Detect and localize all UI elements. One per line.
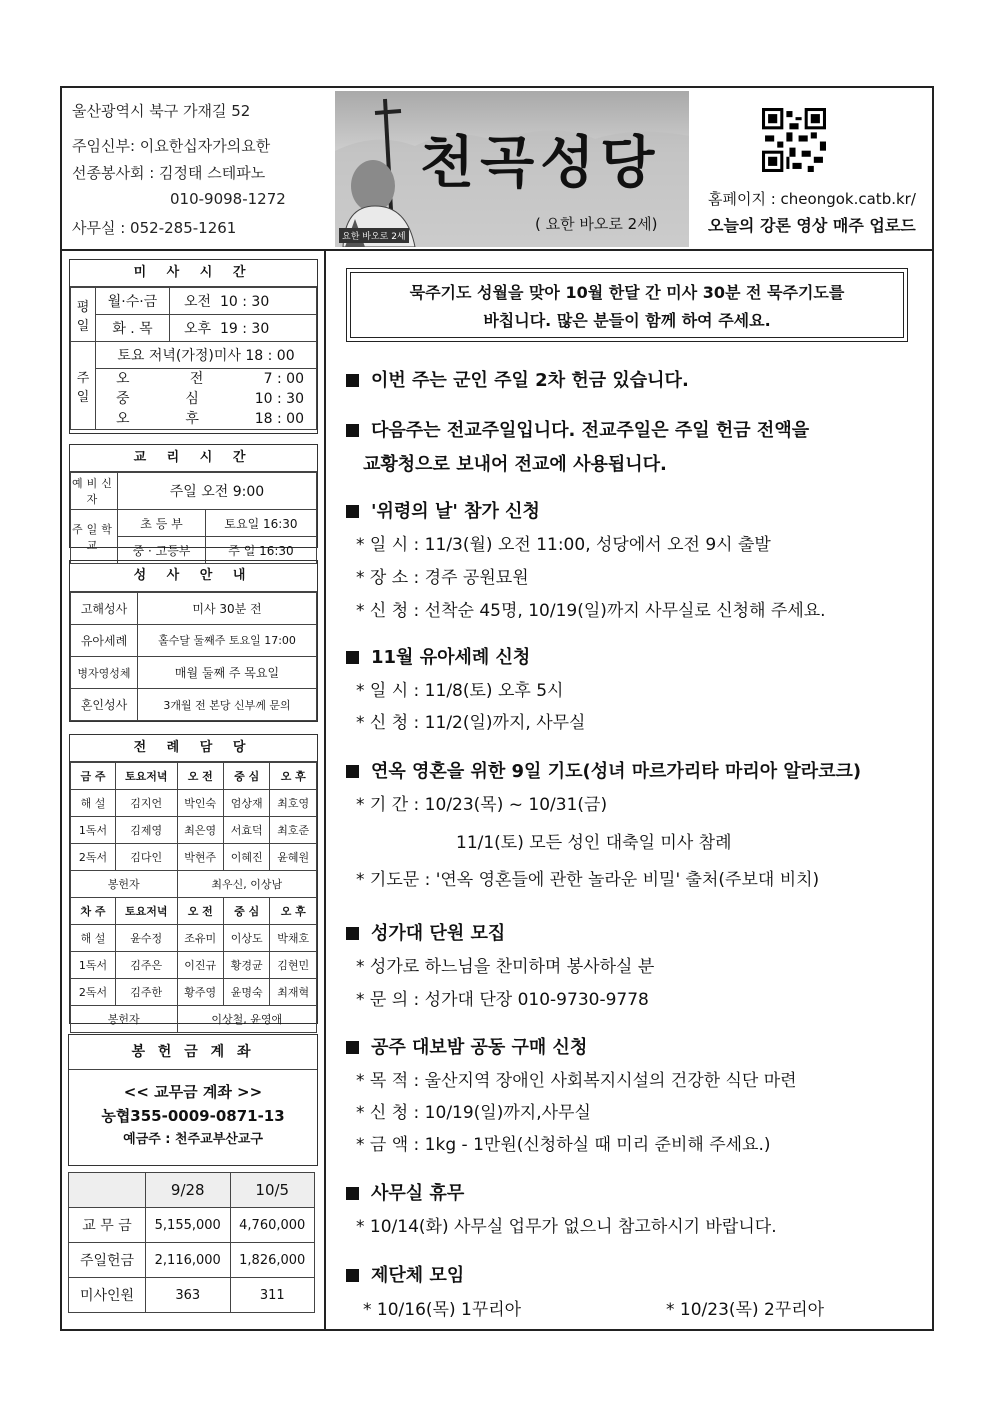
roster-name: 윤혜원: [270, 844, 317, 871]
finance-value: 4,760,000: [230, 1208, 315, 1243]
sacrament-name: 병자영성체: [71, 657, 138, 689]
notice-heading: 제단체 모임: [346, 1261, 464, 1287]
roster-name: 윤명숙: [223, 979, 269, 1006]
rosary-notice-line: 묵주기도 성월을 맞아 10월 한달 간 미사 30분 전 묵주기도를: [409, 283, 845, 302]
roster-name: 이진규: [177, 952, 223, 979]
catechism-title: 교 리 시 간: [70, 445, 317, 472]
notice-detail: * 신 청 : 10/19(일)까지,사무실: [356, 1103, 591, 1123]
sacrament-name: 혼인성사: [71, 689, 138, 721]
sacrament-schedule: 매월 둘째 주 목요일: [138, 657, 317, 689]
roster-name: 김지언: [116, 790, 178, 817]
catechism-box: [69, 444, 318, 558]
roster-offertory-names: 이상철, 윤영애: [177, 1006, 317, 1033]
roster-role: 봉헌자: [71, 871, 178, 898]
school-time: 토요일 16:30: [205, 510, 316, 537]
weekday-days: 월·수·금: [96, 288, 170, 315]
roster-name: 이혜진: [223, 844, 269, 871]
roster-name: 박채호: [270, 925, 317, 952]
roster-header: 오 후: [270, 763, 317, 790]
notice-heading: 공주 대보밤 공동 구매 신청: [346, 1033, 587, 1059]
church-address: 울산광역시 북구 가재길 52: [72, 102, 251, 120]
roster-name: 조유미: [177, 925, 223, 952]
roster-header: 중 심: [223, 898, 269, 925]
sunday-mass-slot: 전: [189, 371, 204, 387]
finance-row-label: 주일헌금: [69, 1243, 146, 1278]
homepage-link[interactable]: 홈페이지 : cheongok.catb.kr/: [708, 190, 916, 208]
rosary-notice-line: 바칩니다. 많은 분들이 함께 하여 주세요.: [483, 311, 771, 330]
roster-name: 최호영: [270, 790, 317, 817]
sacrament-name: 고해성사: [71, 593, 138, 625]
header-divider: [60, 249, 934, 251]
finance-value: 2,116,000: [146, 1243, 231, 1278]
notice-heading: 성가대 단원 모집: [346, 919, 505, 945]
notice-heading: 다음주는 전교주일입니다. 전교주일은 주일 헌금 전액을: [346, 416, 809, 442]
saturday-evening-mass: 토요 저녁(가정)미사 18 : 00: [96, 342, 317, 369]
notice-detail: * 일 시 : 11/3(월) 오전 11:00, 성당에서 오전 9시 출발: [356, 535, 771, 555]
church-name-title: 천곡성당: [420, 130, 661, 196]
notice-detail: * 목 적 : 울산지역 장애인 사회복지시설의 건강한 식단 마련: [356, 1071, 797, 1091]
roster-name: 김주은: [116, 952, 178, 979]
notice-heading: 11월 유아세례 신청: [346, 643, 530, 669]
office-phone: 사무실 : 052-285-1261: [72, 219, 237, 237]
sunday-mass-slot: 오: [116, 371, 130, 387]
roster-header: 금 주: [71, 763, 116, 790]
finance-row-label: 미사인원: [69, 1278, 146, 1313]
sacrament-schedule: 홀수달 둘째주 토요일 17:00: [138, 625, 317, 657]
liturgy-roster-box: [69, 734, 318, 1024]
sunday-school-label: 주일학교: [71, 510, 118, 564]
catechumen-time: 주일 오전 9:00: [118, 473, 317, 510]
roster-name: 서효덕: [223, 817, 269, 844]
account-number: 농협355-0009-0871-13: [101, 1107, 285, 1125]
finance-value: 5,155,000: [146, 1208, 231, 1243]
account-label: << 교무금 계좌 >>: [123, 1083, 263, 1101]
notice-detail: * 기도문 : '연옥 영혼들에 관한 놀라운 비밀' 출처(주보대 비치): [356, 870, 820, 890]
account-title: 봉 헌 금 계 좌: [69, 1035, 317, 1070]
bullet-square-icon: [346, 424, 359, 437]
notice-detail: * 문 의 : 성가대 단장 010-9730-9778: [356, 990, 649, 1010]
roster-header: 중 심: [223, 763, 269, 790]
pastor-name: 주임신부: 이요한십자가의요한: [72, 137, 271, 155]
roster-name: 김현민: [270, 952, 317, 979]
roster-role: 1독서: [71, 952, 116, 979]
roster-name: 최재혁: [270, 979, 317, 1006]
mass-times-box: [69, 259, 318, 434]
roster-header: 오 후: [270, 898, 317, 925]
sacrament-schedule: 3개월 전 본당 신부께 문의: [138, 689, 317, 721]
roster-name: 박현주: [177, 844, 223, 871]
notice-detail: * 신 청 : 11/2(일)까지, 사무실: [356, 713, 586, 733]
roster-header: 토요저녁: [116, 763, 178, 790]
notice-detail: * 금 액 : 1kg - 1만원(신청하실 때 미리 준비해 주세요.): [356, 1135, 771, 1155]
bullet-square-icon: [346, 765, 359, 778]
notice-detail: * 성가로 하느님을 찬미하며 봉사하실 분: [356, 957, 655, 977]
roster-name: 이상도: [223, 925, 269, 952]
notice-detail: * 장 소 : 경주 공원묘원: [356, 568, 529, 588]
notice-heading: 사무실 휴무: [346, 1179, 464, 1205]
sacrament-schedule: 미사 30분 전: [138, 593, 317, 625]
weekday-time: 오후 19 : 30: [170, 315, 317, 342]
finance-table: [68, 1172, 315, 1313]
weekday-label: 평일: [71, 288, 96, 342]
notice-detail: * 10/16(목) 1꾸리아: [363, 1300, 522, 1320]
notice-heading: 연옥 영혼을 위한 9일 기도(성녀 마르가리타 마리아 알라코크): [346, 757, 861, 783]
notice-detail: * 10/23(목) 2꾸리아: [666, 1300, 825, 1320]
finance-value: 363: [146, 1278, 231, 1313]
bullet-square-icon: [346, 1269, 359, 1282]
sacraments-box: [69, 560, 318, 722]
finance-value: 1,826,000: [230, 1243, 315, 1278]
finance-header: 9/28: [146, 1173, 231, 1208]
roster-name: 최호준: [270, 817, 317, 844]
sunday-mass-slot: 심: [185, 391, 199, 407]
notice-heading: '위령의 날' 참가 신청: [346, 497, 540, 523]
qr-code-icon[interactable]: [762, 108, 826, 172]
rosary-notice-box: [346, 268, 908, 342]
roster-name: 김제영: [116, 817, 178, 844]
roster-role: 1독서: [71, 817, 116, 844]
liturgy-title: 전 례 담 당: [70, 735, 317, 762]
sunday-mass-time: 18 : 00: [254, 411, 304, 427]
school-grade: 초 등 부: [118, 510, 206, 537]
bullet-square-icon: [346, 927, 359, 940]
roster-role: 2독서: [71, 844, 116, 871]
sunday-mass-time: 7 : 00: [263, 371, 304, 387]
roster-name: 윤수정: [116, 925, 178, 952]
roster-name: 박인숙: [177, 790, 223, 817]
bullet-square-icon: [346, 1187, 359, 1200]
roster-role: 봉헌자: [71, 1006, 178, 1033]
bullet-square-icon: [346, 651, 359, 664]
roster-name: 최은영: [177, 817, 223, 844]
roster-role: 2독서: [71, 979, 116, 1006]
sunday-label: 주일: [71, 342, 96, 430]
church-patron: ( 요한 바오로 2세): [535, 215, 658, 233]
sunday-mass-slot: 후: [185, 411, 199, 427]
roster-role: 해 설: [71, 790, 116, 817]
offering-account-box: [68, 1034, 318, 1166]
school-time: 주 일 16:30: [205, 537, 316, 564]
bullet-square-icon: [346, 1041, 359, 1054]
catechumen-label: 예비신자: [71, 473, 118, 510]
roster-header: 오 전: [177, 898, 223, 925]
sunday-mass-time: 10 : 30: [254, 391, 304, 407]
account-holder: 예금주 : 천주교부산교구: [123, 1132, 263, 1147]
roster-name: 김주한: [116, 979, 178, 1006]
weekday-time: 오전 10 : 30: [170, 288, 317, 315]
column-divider: [324, 250, 326, 1331]
sacrament-name: 유아세례: [71, 625, 138, 657]
roster-header: 오 전: [177, 763, 223, 790]
roster-name: 황경균: [223, 952, 269, 979]
bullet-square-icon: [346, 505, 359, 518]
notice-detail: 11/1(토) 모든 성인 대축일 미사 참례: [456, 833, 732, 853]
school-grade: 중 · 고등부: [118, 537, 206, 564]
notice-detail: * 기 간 : 10/23(목) ~ 10/31(금): [356, 795, 608, 815]
notice-heading-continued: 교황청으로 보내어 전교에 사용됩니다.: [363, 454, 667, 475]
roster-name: 엄상재: [223, 790, 269, 817]
finance-value: 311: [230, 1278, 315, 1313]
sunday-mass-slot: 오: [116, 411, 130, 427]
homily-video-note: 오늘의 강론 영상 매주 업로드: [708, 216, 916, 235]
roster-header: 차 주: [71, 898, 116, 925]
finance-row-label: 교 무 금: [69, 1208, 146, 1243]
council-president: 선종봉사회 : 김정태 스테파노: [72, 164, 266, 182]
roster-name: 김다인: [116, 844, 178, 871]
notice-detail: * 일 시 : 11/8(토) 오후 5시: [356, 681, 564, 701]
notice-heading: 이번 주는 군인 주일 2차 헌금 있습니다.: [346, 366, 689, 392]
notice-detail: * 10/14(화) 사무실 업무가 없으니 참고하시기 바랍니다.: [356, 1217, 777, 1237]
roster-role: 해 설: [71, 925, 116, 952]
sunday-mass-slot: 중: [116, 391, 130, 407]
council-phone: 010-9098-1272: [170, 190, 286, 208]
sacraments-title: 성 사 안 내: [70, 561, 317, 592]
roster-offertory-names: 최우신, 이상남: [177, 871, 317, 898]
finance-header: [69, 1173, 146, 1208]
notice-detail: * 신 청 : 선착순 45명, 10/19(일)까지 사무실로 신청해 주세요.: [356, 601, 826, 621]
bullet-square-icon: [346, 374, 359, 387]
mass-times-title: 미 사 시 간: [70, 260, 317, 287]
roster-header: 토요저녁: [116, 898, 178, 925]
finance-header: 10/5: [230, 1173, 315, 1208]
weekday-days: 화 . 목: [96, 315, 170, 342]
roster-name: 황주영: [177, 979, 223, 1006]
church-banner: [335, 91, 689, 247]
photo-caption: 요한 바오로 2세: [339, 228, 409, 243]
